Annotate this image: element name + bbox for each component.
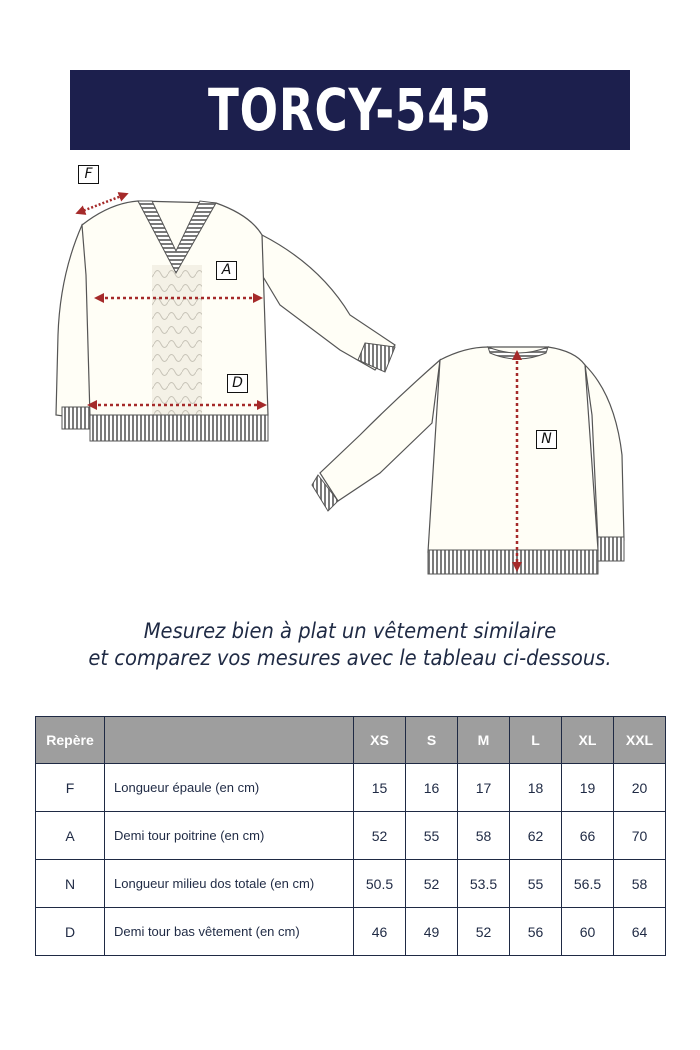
cell-value: 55 — [510, 860, 562, 908]
instructions-line-1: Mesurez bien à plat un vêtement similaire — [143, 619, 557, 643]
cell-value: 60 — [562, 908, 614, 956]
table-header-row — [36, 717, 666, 764]
cell-value: 16 — [406, 764, 458, 812]
row-key: D — [36, 908, 105, 956]
header-key: Repère — [36, 717, 105, 764]
front-view — [56, 195, 395, 441]
table-row — [36, 812, 666, 860]
row-key: A — [36, 812, 105, 860]
table-row — [36, 764, 666, 812]
sweater-illustration — [0, 155, 700, 595]
cell-value: 56.5 — [562, 860, 614, 908]
row-label: Longueur milieu dos totale (en cm) — [105, 860, 354, 908]
instructions-line-2: et comparez vos mesures avec le tableau ci-dessous. — [88, 646, 612, 670]
header-size-l: L — [510, 717, 562, 764]
cell-value: 58 — [614, 860, 666, 908]
front-hem — [90, 415, 268, 441]
marker-F: F — [78, 165, 99, 184]
cell-value: 17 — [458, 764, 510, 812]
row-label: Demi tour poitrine (en cm) — [105, 812, 354, 860]
cell-value: 55 — [406, 812, 458, 860]
back-right-cuff — [598, 537, 624, 561]
row-label: Demi tour bas vêtement (en cm) — [105, 908, 354, 956]
back-body — [428, 347, 598, 552]
table-row — [36, 908, 666, 956]
marker-A: A — [216, 261, 237, 280]
cell-value: 50.5 — [354, 860, 406, 908]
cell-value: 70 — [614, 812, 666, 860]
cell-value: 52 — [354, 812, 406, 860]
header-size-s: S — [406, 717, 458, 764]
header-size-xxl: XXL — [614, 717, 666, 764]
cell-value: 19 — [562, 764, 614, 812]
cell-value: 64 — [614, 908, 666, 956]
cell-value: 56 — [510, 908, 562, 956]
back-view — [312, 347, 624, 574]
cell-value: 66 — [562, 812, 614, 860]
measure-instructions — [0, 618, 700, 672]
cell-value: 20 — [614, 764, 666, 812]
back-hem — [428, 550, 598, 574]
product-title: TORCY-545 — [208, 76, 492, 144]
cell-value: 15 — [354, 764, 406, 812]
front-right-cuff — [358, 343, 395, 372]
header-size-m: M — [458, 717, 510, 764]
marker-D: D — [227, 374, 248, 393]
row-key: N — [36, 860, 105, 908]
front-cable-panel — [152, 265, 202, 415]
row-key: F — [36, 764, 105, 812]
cell-value: 18 — [510, 764, 562, 812]
front-left-cuff — [62, 407, 94, 429]
title-banner — [70, 70, 630, 150]
cell-value: 49 — [406, 908, 458, 956]
header-size-xs: XS — [354, 717, 406, 764]
header-description — [105, 717, 354, 764]
cell-value: 62 — [510, 812, 562, 860]
cell-value: 53.5 — [458, 860, 510, 908]
header-size-xl: XL — [562, 717, 614, 764]
table-row — [36, 860, 666, 908]
cell-value: 52 — [406, 860, 458, 908]
cell-value: 52 — [458, 908, 510, 956]
cell-value: 58 — [458, 812, 510, 860]
back-left-sleeve — [320, 360, 440, 501]
cell-value: 46 — [354, 908, 406, 956]
garment-diagram — [0, 155, 700, 595]
marker-N: N — [536, 430, 557, 449]
row-label: Longueur épaule (en cm) — [105, 764, 354, 812]
size-chart-table — [35, 716, 666, 956]
